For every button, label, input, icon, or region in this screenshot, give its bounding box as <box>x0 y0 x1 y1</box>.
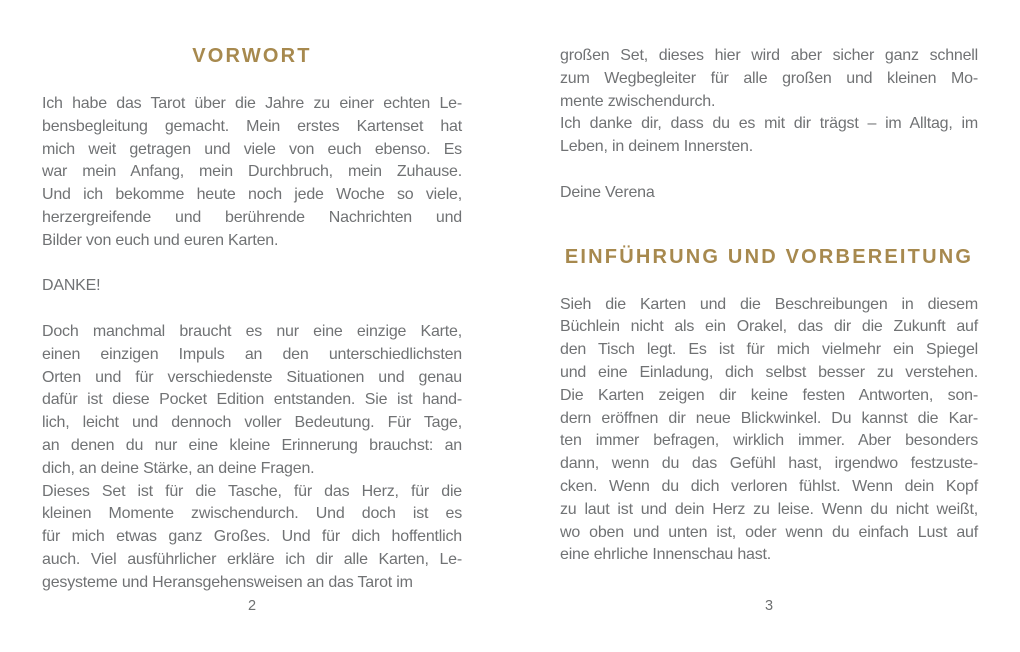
section-heading: VORWORT <box>192 45 312 67</box>
paragraph <box>560 113 978 159</box>
page-left-content <box>42 45 462 595</box>
text-line: auch. Viel ausführlicher erkläre ich dir alle Karten, Le- <box>42 550 462 568</box>
text-line: Sieh die Karten und die Beschreibungen in diesem <box>560 295 978 313</box>
text-line: Leben, in deinem Innersten. <box>560 138 753 156</box>
text-line: war mein Anfang, mein Durchbruch, mein Zuhause. <box>42 163 462 181</box>
text-line: wo oben und unten ist, oder wenn du einfach Lust auf <box>560 523 978 541</box>
text-line: und eine Einladung, dich selbst besser zu verstehen. <box>560 363 978 381</box>
text-line: gesysteme und Heransgehensweisen an das Tarot im <box>42 573 413 591</box>
paragraph <box>42 275 462 298</box>
paragraph <box>42 321 462 481</box>
text-line: mente zwischendurch. <box>560 92 716 110</box>
text-line: cken. Wenn du dich verloren fühlst. Wenn dein Kopf <box>560 477 978 495</box>
text-line: lich, leicht und dennoch voller Bedeutung. Für Tage, <box>42 414 462 432</box>
text-line: Büchlein nicht als ein Orakel, das dir die Zukunft auf <box>560 318 978 336</box>
page-right <box>560 45 978 652</box>
text-line: Die Karten zeigen dir keine festen Antworten, son- <box>560 386 978 404</box>
text-line: dafür ist diese Pocket Edition entstanden. Sie ist hand- <box>42 391 462 409</box>
text-line: Ich danke dir, dass du es mit dir trägst – im Alltag, im <box>560 115 978 133</box>
text-line: Deine Verena <box>560 183 655 201</box>
text-line: Bilder von euch und euren Karten. <box>42 231 279 249</box>
text-line: Doch manchmal braucht es nur eine einzige Karte, <box>42 322 462 340</box>
text-line: Orten und für verschiedenste Situationen und genau <box>42 368 462 386</box>
paragraph <box>560 182 978 205</box>
text-line: ten immer befragen, wirklich immer. Aber besonders <box>560 432 978 450</box>
text-line: Ich habe das Tarot über die Jahre zu einer echten Le- <box>42 95 462 112</box>
page-number-left: 2 <box>247 598 257 614</box>
text-line: herzergreifende und berührende Nachrichten und <box>42 208 462 226</box>
paragraph <box>42 93 462 253</box>
text-line: einen einzigen Impuls an den unterschiedlichsten <box>42 345 462 363</box>
text-line: großen Set, dieses hier wird aber sicher ganz schnell <box>560 47 978 64</box>
page-number-right: 3 <box>764 598 774 614</box>
paragraph <box>560 294 978 568</box>
text-line: dann, wenn du das Gefühl hast, irgendwo festzuste- <box>560 455 978 473</box>
text-line: den Tisch legt. Es ist für mich vielmehr ein Spiegel <box>560 341 978 359</box>
page-right-content <box>560 45 978 567</box>
text-line: für mich etwas ganz Großes. Und für dich hoffentlich <box>42 528 462 546</box>
text-line: Und ich bekomme heute noch jede Woche so viele, <box>42 186 462 204</box>
text-line: kleinen Momente zwischendurch. Und doch ist es <box>42 505 462 523</box>
text-line: bensbegleitung gemacht. Mein erstes Kartenset hat <box>42 117 462 135</box>
section-heading: EINFÜHRUNG UND VORBEREITUNG <box>564 245 974 268</box>
paragraph <box>560 45 978 113</box>
text-line: DANKE! <box>42 277 101 295</box>
text-line: dich, an deine Stärke, an deine Fragen. <box>42 459 315 477</box>
paragraph <box>42 481 462 595</box>
text-line: Dieses Set ist für die Tasche, für das Herz, für die <box>42 482 462 500</box>
text-line: eine ehrliche Innenschau hast. <box>560 546 772 564</box>
text-line: dern eröffnen dir neue Blickwinkel. Du kannst die Kar- <box>560 409 978 427</box>
text-line: zu laut ist und dein Herz zu leise. Wenn du nicht weißt, <box>560 500 978 518</box>
text-line: zum Wegbegleiter für alle großen und kleinen Mo- <box>560 69 978 87</box>
text-line: mich weit getragen und viele von euch ebenso. Es <box>42 140 462 158</box>
text-line: an denen du nur eine kleine Erinnerung brauchst: an <box>42 436 462 454</box>
page-left <box>42 45 462 652</box>
